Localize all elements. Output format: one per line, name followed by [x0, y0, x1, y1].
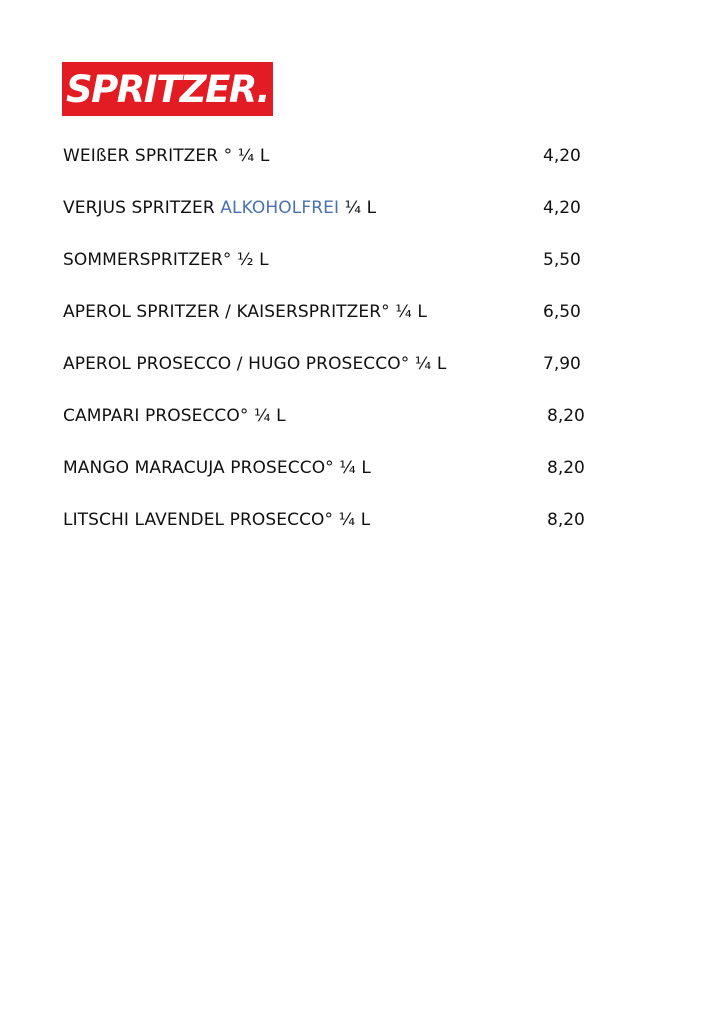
- menu-item: [63, 353, 603, 405]
- item-name: LITSCHI LAVENDEL PROSECCO° ¼ L: [63, 510, 371, 530]
- item-name: WEIßER SPRITZER ° ¼ L: [63, 146, 270, 166]
- menu-item: [63, 457, 603, 509]
- item-price: 8,20: [547, 406, 585, 426]
- item-price: 4,20: [543, 146, 581, 166]
- item-name: [63, 197, 376, 219]
- item-name: MANGO MARACUJA PROSECCO° ¼ L: [63, 458, 371, 478]
- item-name: APEROL PROSECCO / HUGO PROSECCO° ¼ L: [63, 354, 447, 374]
- menu-item: [63, 405, 603, 457]
- item-name: SOMMERSPRITZER° ½ L: [63, 250, 269, 270]
- item-price: 8,20: [547, 458, 585, 478]
- section-title: SPRITZER.: [66, 67, 270, 111]
- item-name-part: VERJUS SPRITZER: [63, 198, 221, 218]
- menu-item: [63, 509, 603, 561]
- item-name: CAMPARI PROSECCO° ¼ L: [63, 406, 286, 426]
- menu-list: [63, 145, 603, 561]
- item-price: 7,90: [543, 354, 581, 374]
- section-title-badge: [62, 62, 273, 116]
- item-price: 4,20: [543, 198, 581, 218]
- item-price: 5,50: [543, 250, 581, 270]
- menu-item: [63, 197, 603, 249]
- alcohol-free-note: ALKOHOLFREI: [220, 198, 340, 218]
- menu-item: [63, 145, 603, 197]
- menu-item: [63, 301, 603, 353]
- item-price: 8,20: [547, 510, 585, 530]
- item-price: 6,50: [543, 302, 581, 322]
- item-name: APEROL SPRITZER / KAISERSPRITZER° ¼ L: [63, 302, 427, 322]
- item-name-part: ¼ L: [339, 198, 377, 218]
- menu-item: [63, 249, 603, 301]
